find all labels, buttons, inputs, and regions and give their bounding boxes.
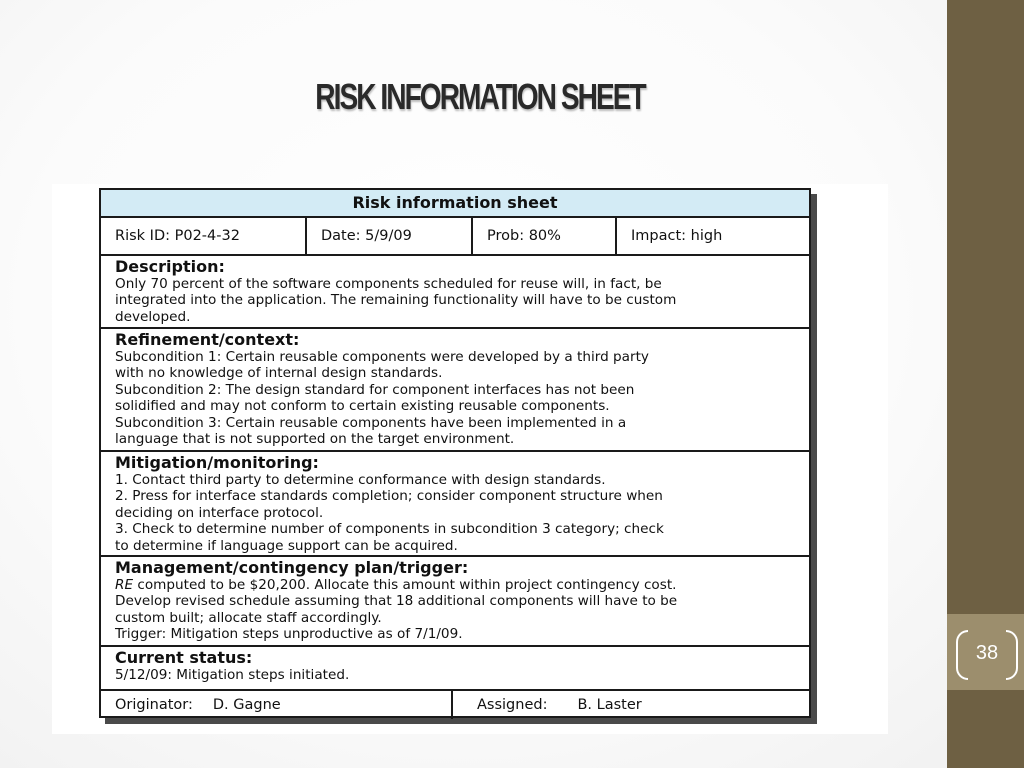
mitigation-heading: Mitigation/monitoring:: [115, 453, 319, 472]
impact: Impact: high: [631, 228, 723, 244]
assigned-label: Assigned:: [477, 697, 548, 713]
refinement-line: solidified and may not conform to certain existing reusable components.: [115, 398, 610, 415]
mitigation-line: 1. Contact third party to determine conformance with design standards.: [115, 472, 606, 488]
refinement-line: Subcondition 1: Certain reusable components were developed by a third party: [115, 349, 649, 365]
description-line: integrated into the application. The remaining functionality will have to be custom: [115, 292, 677, 309]
refinement-heading: Refinement/context:: [115, 330, 300, 349]
originator-cell: [101, 691, 453, 719]
management-line: Develop revised schedule assuming that 18 additional components will have to be: [115, 593, 678, 610]
footer-row: [101, 691, 809, 719]
mitigation-line: 3. Check to determine number of components in subcondition 3 category; check: [115, 521, 664, 538]
refinement-line: with no knowledge of internal design standards.: [115, 365, 443, 382]
description-heading: Description:: [115, 257, 225, 276]
management-line: [115, 577, 809, 593]
mitigation-section: [101, 452, 809, 557]
status-heading: Current status:: [115, 648, 253, 667]
assigned-cell: [453, 691, 809, 719]
sheet-header: Risk information sheet: [101, 190, 809, 218]
description-line: developed.: [115, 308, 191, 325]
refinement-section: [101, 329, 809, 452]
probability: Prob: 80%: [473, 218, 617, 254]
refinement-line: language that is not supported on the target environment.: [115, 431, 515, 448]
management-line: custom built; allocate staff accordingly.: [115, 609, 382, 626]
refinement-line: Subcondition 2: The design standard for component interfaces has not been: [115, 381, 635, 398]
management-line-rest: computed to be $20,200. Allocate this amount within project contingency cost.: [133, 577, 677, 593]
management-heading: Management/contingency plan/trigger:: [115, 558, 469, 577]
originator-value: D. Gagne: [212, 697, 281, 713]
date: Date: 5/9/09: [307, 218, 473, 254]
page-number-box: [956, 630, 1018, 678]
description-line: Only 70 percent of the software components scheduled for reuse will, in fact, be: [115, 276, 662, 292]
page-number: 38: [975, 642, 999, 664]
risk-id: Risk ID: P02-4-32: [101, 218, 307, 254]
mitigation-line: to determine if language support can be acquired.: [115, 537, 458, 554]
slide-title: RISK INFORMATION SHEET: [315, 76, 645, 117]
assigned-value: B. Laster: [577, 697, 642, 713]
mitigation-line: deciding on interface protocol.: [115, 504, 324, 521]
status-line: 5/12/09: Mitigation steps initiated.: [115, 667, 350, 683]
description-section: [101, 256, 809, 329]
meta-row: [101, 218, 809, 256]
refinement-line: Subcondition 3: Certain reusable components have been implemented in a: [115, 414, 627, 431]
management-line: Trigger: Mitigation steps unproductive as of 7/1/09.: [115, 626, 463, 643]
originator-label: Originator:: [115, 697, 193, 713]
risk-information-sheet: [99, 188, 811, 718]
mitigation-line: 2. Press for interface standards completion; consider component structure when: [115, 488, 663, 505]
management-section: [101, 557, 809, 647]
status-section: [101, 647, 809, 691]
re-term: RE: [115, 577, 134, 593]
